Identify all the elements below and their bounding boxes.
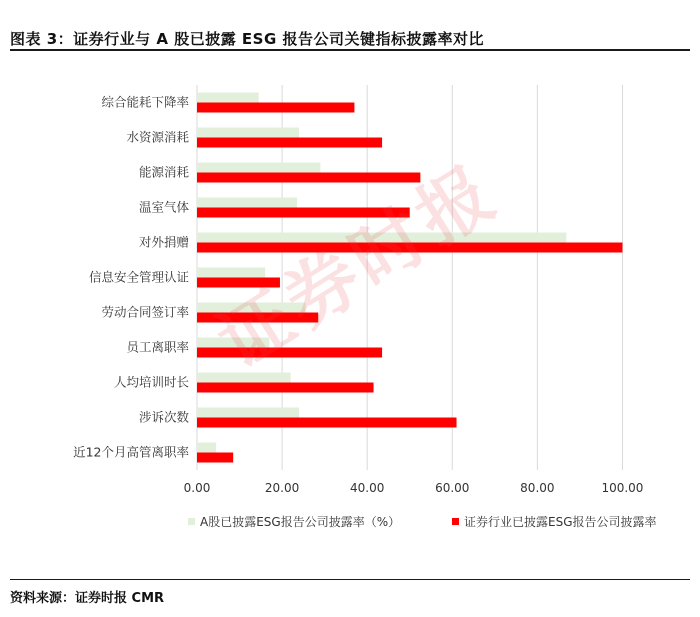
bar-a-share [197,163,320,173]
bar-securities [197,313,318,323]
bar-a-share [197,303,305,313]
x-tick-label: 0.00 [183,481,211,495]
bar-a-share [197,198,297,208]
bar-securities [197,243,622,253]
legend-label-a-share: A股已披露ESG报告公司披露率（%） [200,515,401,529]
category-label: 劳动合同签订率 [101,304,189,320]
source-note: 资料来源：证券时报 CMR [10,591,165,606]
figure-title: 图表 3：证券行业与 A 股已披露 ESG 报告公司关键指标披露率对比 [10,30,485,48]
bar-a-share [197,93,259,103]
bar-a-share [197,443,216,453]
bar-securities [197,453,233,463]
category-label: 综合能耗下降率 [101,94,189,110]
legend-swatch-securities [452,518,459,525]
x-tick-label: 60.00 [435,481,470,495]
bar-securities [197,418,457,428]
category-label: 信息安全管理认证 [88,269,189,285]
bar-securities [197,173,420,183]
legend-item-securities [452,513,657,530]
bar-securities [197,348,382,358]
x-tick-label: 100.00 [601,481,644,495]
category-label: 涉诉次数 [138,409,189,425]
bar-securities [197,138,382,148]
bar-a-share [197,128,299,138]
bar-securities [197,208,410,218]
bar-a-share [197,338,269,348]
category-label: 水资源消耗 [126,129,189,145]
x-tick-label: 80.00 [520,481,555,495]
category-label: 近12个月高管离职率 [73,444,189,460]
x-tick-label: 20.00 [264,481,300,495]
bar-a-share [197,373,291,383]
category-label: 员工离职率 [126,339,189,355]
bar-a-share [197,408,299,418]
watermark: 证券时报 [202,147,513,385]
category-label: 能源消耗 [138,164,189,180]
category-label: 人均培训时长 [113,374,189,390]
x-tick-label: 40.00 [350,481,385,495]
bar-a-share [197,233,566,243]
bar-securities [197,278,280,288]
legend-swatch-a-share [188,518,195,525]
category-label: 温室气体 [138,199,189,215]
bar-a-share [197,268,265,278]
bar-securities [197,103,354,113]
legend-label-securities: 证券行业已披露ESG报告公司披露率 [464,515,657,529]
legend-item-a-share [188,513,400,530]
bar-securities [197,383,374,393]
category-label: 对外捐赠 [138,234,189,250]
bottom-rule [10,579,690,580]
